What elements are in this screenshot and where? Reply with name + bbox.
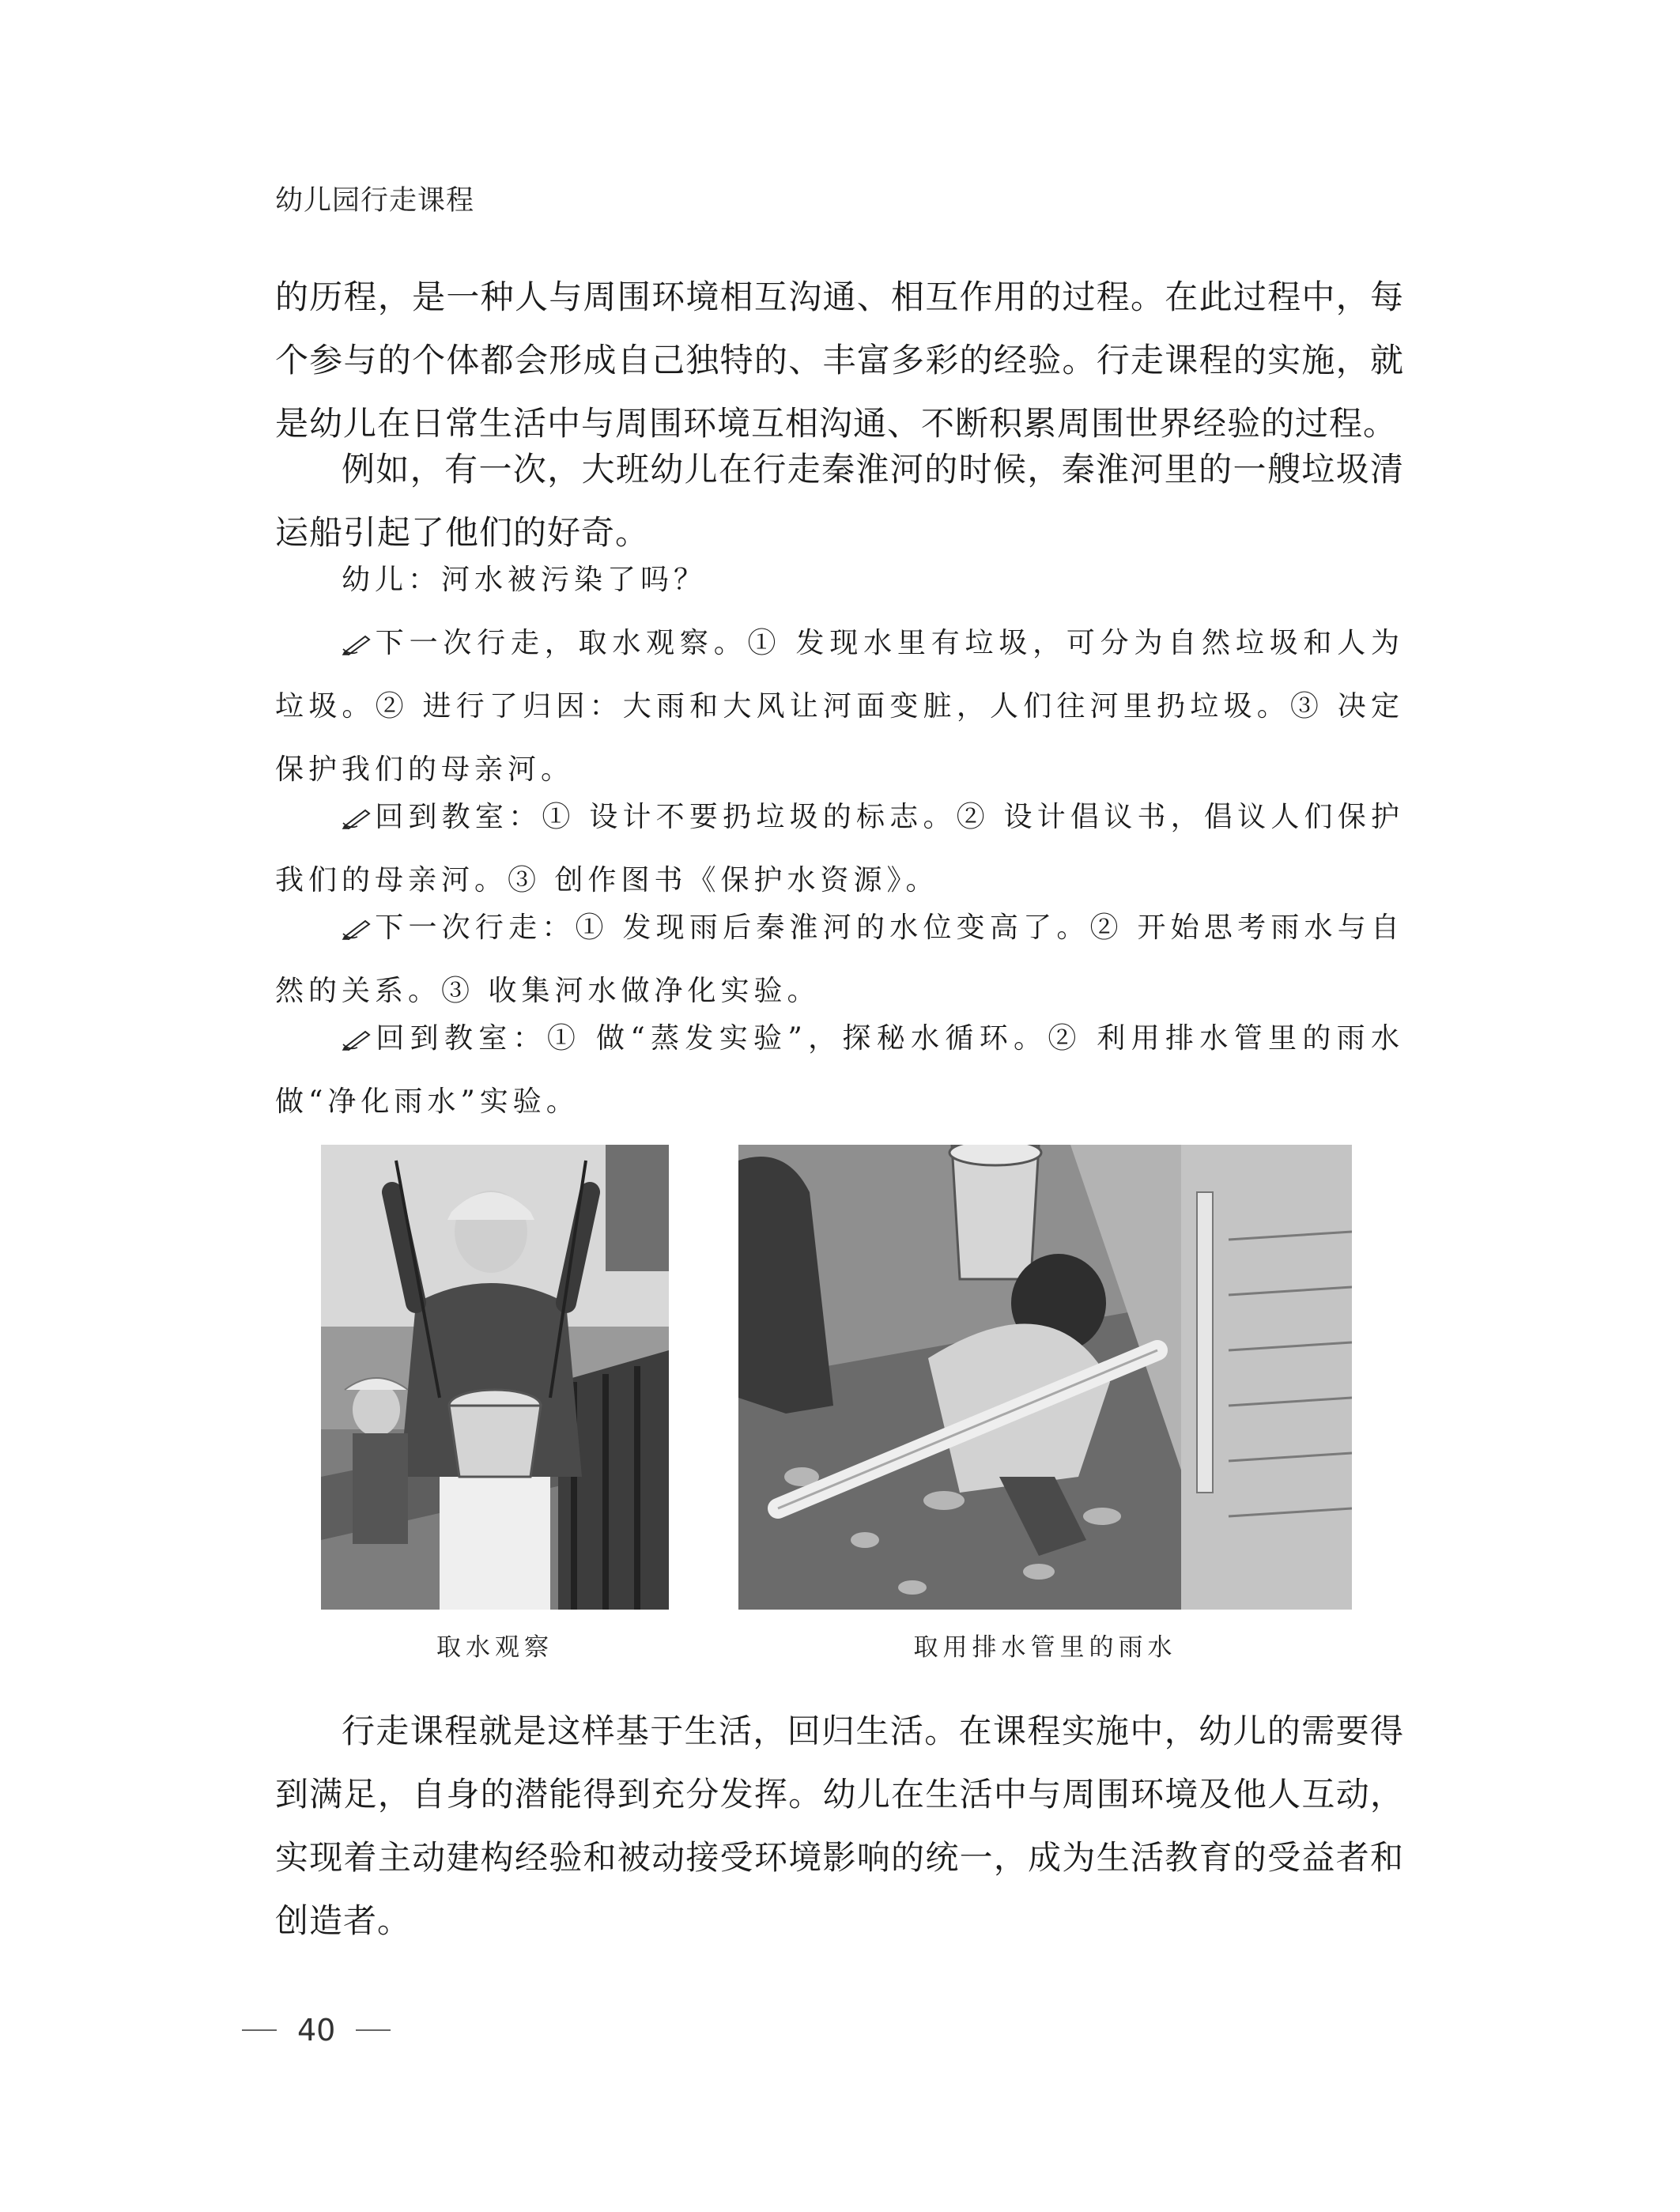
dialog-line-walk-2 — [275, 897, 1404, 1023]
dialog-text: 下一次行走：① 发现雨后秦淮河的水位变高了。② 开始思考雨水与自然的关系。③ 收集河水做净化实验。 — [275, 912, 1404, 1007]
figure-caption-2: 取用排水管里的雨水 — [913, 1633, 1177, 1662]
figure-caption-1: 取水观察 — [436, 1633, 553, 1662]
running-head: 幼儿园行走课程 — [275, 185, 475, 217]
pencil-icon — [342, 632, 373, 655]
page-number: 40 — [297, 2013, 336, 2048]
paragraph-1: 的历程，是一种人与周围环境相互沟通、相互作用的过程。在此过程中，每个参与的个体都会形成自己独特的、丰富多彩的经验。行走课程的实施，就是幼儿在日常生活中与周围环境互相沟通、不断积累周围世界经验的过程。 — [275, 277, 1404, 443]
dialog-line-walk-1 — [275, 612, 1404, 802]
pencil-icon — [342, 806, 373, 829]
dialog-text: 回到教室：① 设计不要扔垃圾的标志。② 设计倡议书，倡议人们保护我们的母亲河。③ 创作图书《保护水资源》。 — [275, 801, 1404, 897]
footer-rule-left — [242, 2029, 277, 2031]
page-footer — [242, 2013, 391, 2048]
dialog-line-classroom-1 — [275, 786, 1404, 912]
pencil-icon — [342, 1027, 373, 1051]
dialog-line-classroom-2 — [275, 1007, 1404, 1134]
paragraph-closing: 行走课程就是这样基于生活，回归生活。在课程实施中，幼儿的需要得到满足，自身的潜能得到充分发挥。幼儿在生活中与周围环境及他人互动，实现着主动建构经验和被动接受环境影响的统一，成为生活教育的受益者和创造者。 — [275, 1712, 1404, 1940]
dialog-line-question: 幼儿：河水被污染了吗？ — [342, 564, 708, 596]
photo-drainpipe-rainwater — [738, 1145, 1352, 1610]
pencil-icon — [342, 916, 373, 940]
paragraph-2: 例如，有一次，大班幼儿在行走秦淮河的时候，秦淮河里的一艘垃圾清运船引起了他们的好奇。 — [275, 450, 1404, 552]
photo-water-sampling — [321, 1145, 669, 1610]
footer-rule-right — [356, 2029, 391, 2031]
dialog-text: 回到教室：① 做“蒸发实验”，探秘水循环。② 利用排水管里的雨水做“净化雨水”实验。 — [275, 1022, 1404, 1118]
dialog-text: 下一次行走，取水观察。① 发现水里有垃圾，可分为自然垃圾和人为垃圾。② 进行了归因：大雨和大风让河面变脏，人们往河里扔垃圾。③ 决定保护我们的母亲河。 — [275, 627, 1404, 786]
